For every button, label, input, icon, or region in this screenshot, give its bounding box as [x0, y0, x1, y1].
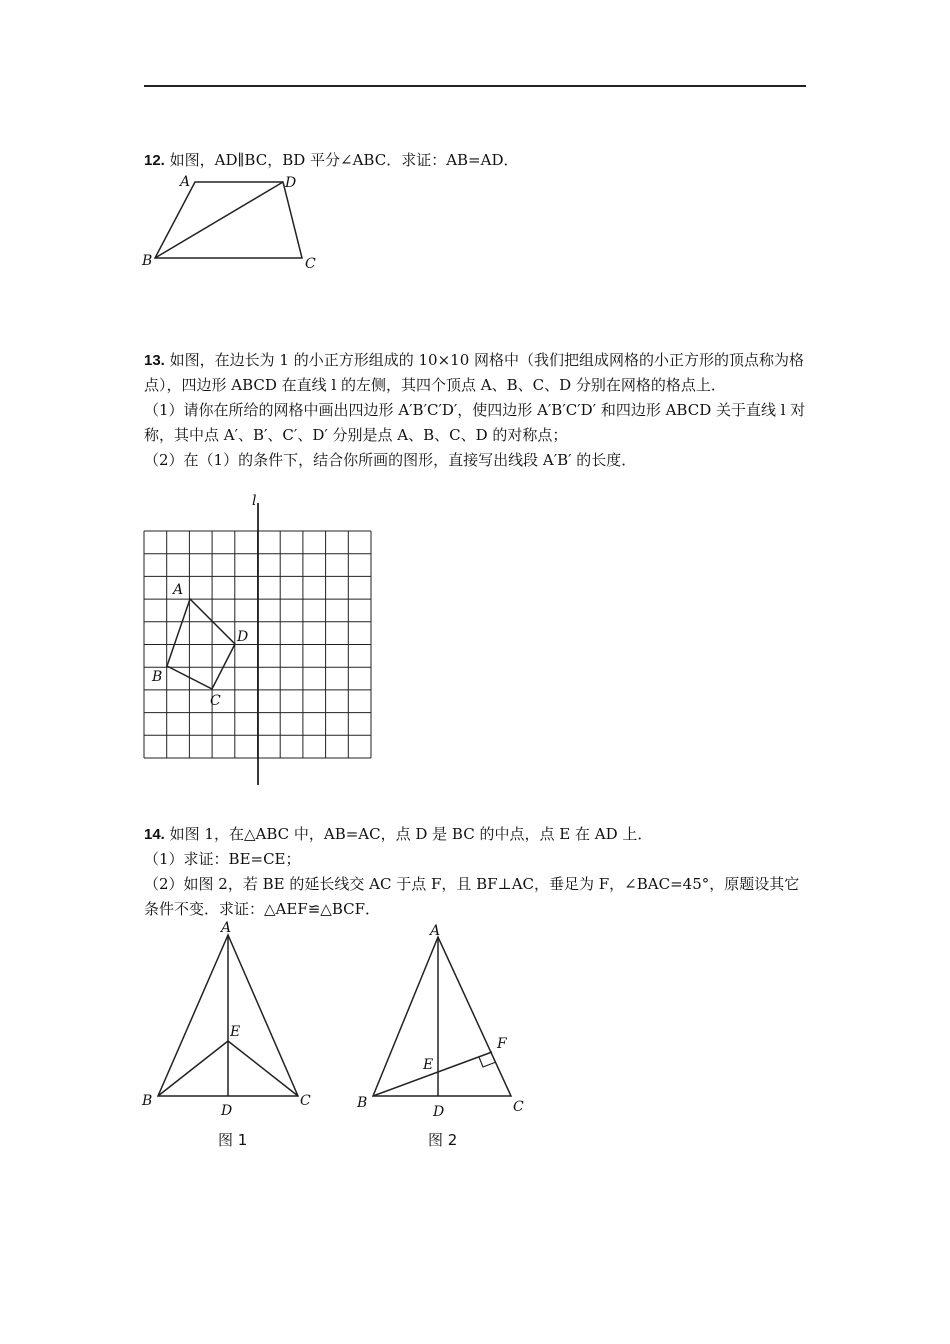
question-part-1: （1）求证：BE=CE； [144, 850, 301, 868]
figure-trapezoid [140, 170, 330, 275]
label-C: C [513, 1099, 524, 1115]
label-A: A [221, 920, 232, 936]
label-E: E [423, 1057, 434, 1073]
question-number: 12. [144, 152, 165, 169]
segment-be [158, 1041, 228, 1096]
question-intro: 如图 1，在△ABC 中，AB=AC，点 D 是 BC 的中点，点 E 在 AD 上． [169, 825, 653, 843]
trapezoid-abcd [155, 182, 302, 258]
label-A: A [180, 174, 191, 190]
question-14 [144, 822, 808, 922]
question-part-1: （1）请你在所给的网格中画出四边形 A′B′C′D′，使四边形 A′B′C′D′ 和四边形 ABCD 关于直线 l 对称，其中点 A′、B′、C′、D′ 分别是点 A、B、C、D 的对称点； [144, 401, 806, 444]
label-B: B [357, 1095, 368, 1111]
question-text: 如图，AD∥BC，BD 平分∠ABC．求证：AB=AD． [169, 151, 519, 169]
label-B: B [142, 1093, 153, 1109]
question-intro: 如图，在边长为 1 的小正方形组成的 10×10 网格中（我们把组成网格的小正方形的顶点称为格点），四边形 ABCD 在直线 l 的左侧，其四个顶点 A、B、C、D 分别在网格的格点上． [144, 351, 805, 394]
label-D: D [237, 629, 249, 645]
question-number: 14. [144, 826, 165, 843]
label-A: A [430, 923, 441, 939]
label-C: C [305, 256, 316, 272]
figure-grid [140, 495, 380, 790]
label-A: A [173, 582, 184, 598]
label-B: B [152, 669, 163, 685]
figure-2 [355, 915, 545, 1155]
label-C: C [300, 1093, 311, 1109]
label-D: D [221, 1103, 233, 1119]
question-number: 13. [144, 352, 165, 369]
label-B: B [142, 253, 153, 269]
label-E: E [230, 1024, 241, 1040]
header-rule [144, 85, 806, 87]
label-F: F [497, 1036, 507, 1052]
label-l: l [252, 493, 257, 509]
question-part-2: （2）如图 2，若 BE 的延长线交 AC 于点 F，且 BF⊥AC，垂足为 F，∠BAC=45°，原题设其它条件不变．求证：△AEF≌△BCF． [144, 875, 800, 918]
segment-ce [228, 1041, 298, 1096]
label-D: D [285, 175, 297, 191]
question-part-2: （2）在（1）的条件下，结合你所画的图形，直接写出线段 A′B′ 的长度． [144, 451, 637, 469]
question-13 [144, 348, 808, 473]
figure-2-caption: 图 2 [428, 1131, 458, 1149]
figure-1 [140, 915, 340, 1155]
triangle-abc [373, 937, 511, 1096]
label-C: C [210, 693, 221, 709]
label-D: D [433, 1104, 445, 1120]
figure-1-caption: 图 1 [218, 1131, 248, 1149]
